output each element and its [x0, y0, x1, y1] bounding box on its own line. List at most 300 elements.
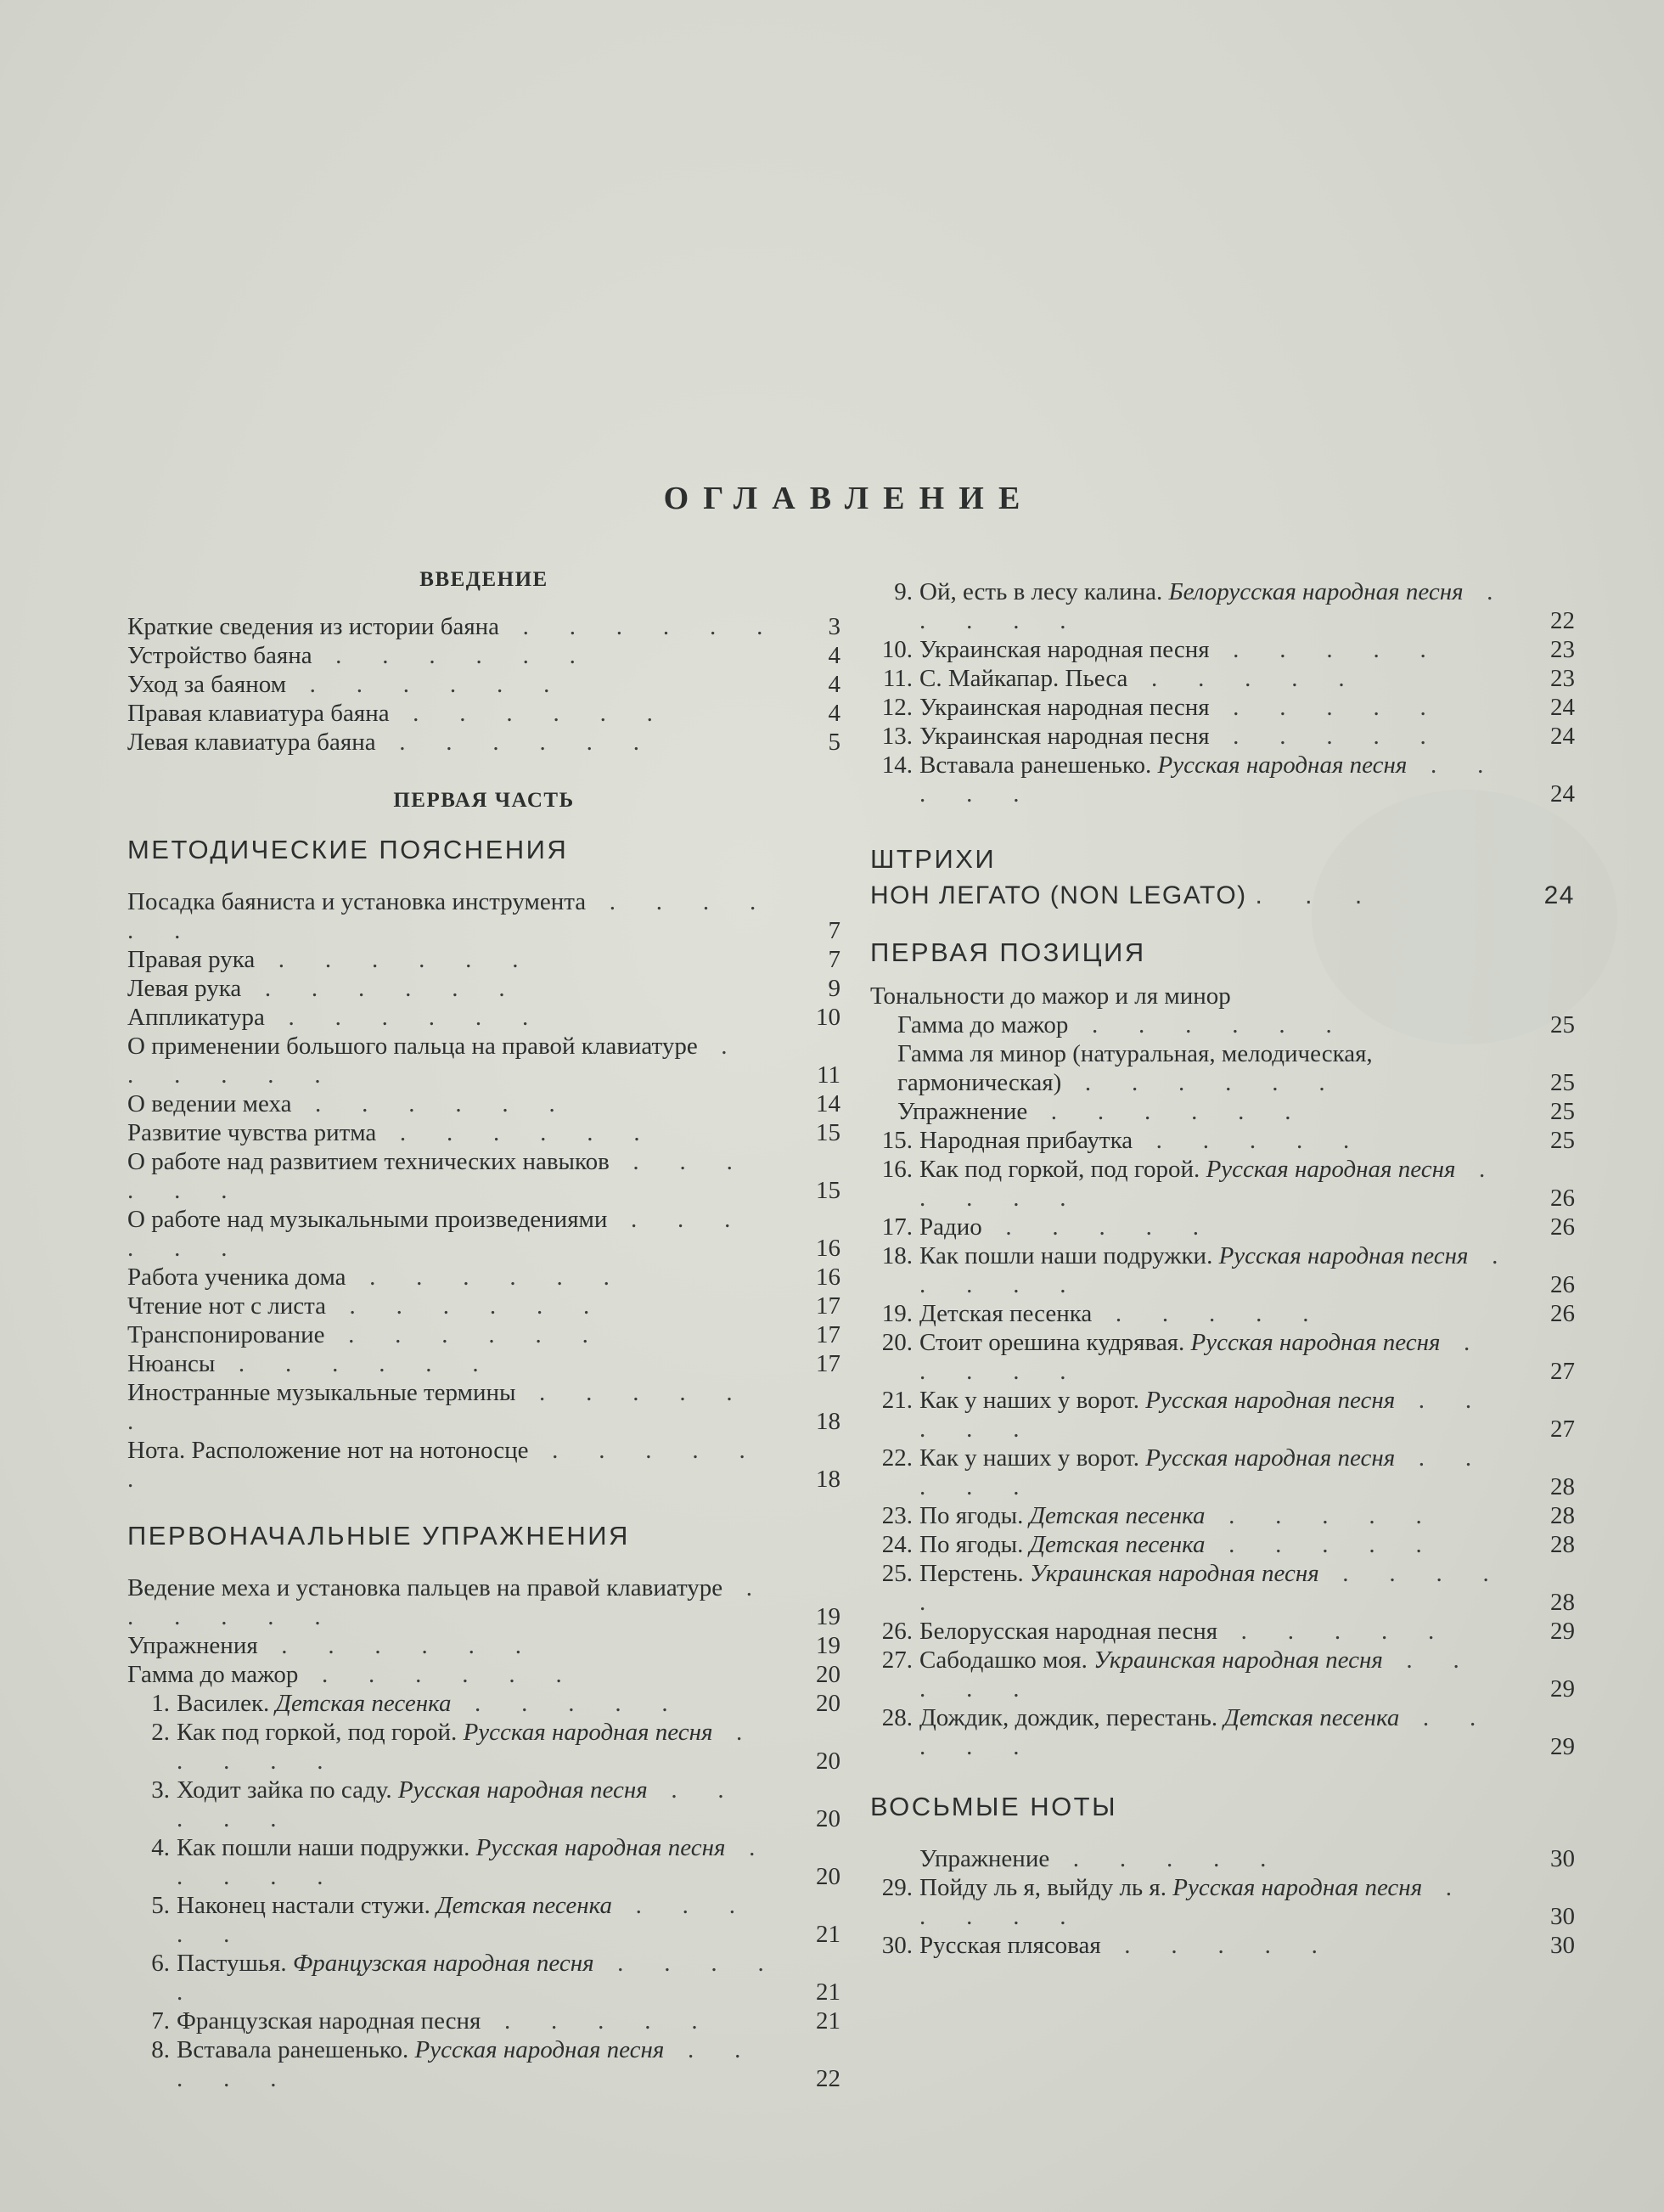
toc-entry: [127, 1320, 840, 1349]
song-genre: Украинская народная песня: [1029, 1560, 1319, 1587]
toc-entry: [127, 1003, 840, 1032]
leader-dots: . . . . .: [1205, 1502, 1440, 1529]
toc-song-entry: [127, 1689, 840, 1718]
toc-entry-text-wrap: [127, 1263, 781, 1292]
toc-entry-text: Тональности до мажор и ля минор: [870, 982, 1231, 1010]
song-title: Ой, есть в лесу калина.: [919, 578, 1163, 605]
toc-song-entry: [870, 1213, 1575, 1241]
song-genre: Русская народная песня: [414, 2036, 665, 2063]
toc-entry-page: 25: [1550, 1011, 1575, 1038]
toc-entry-text: О применении большого пальца на правой клавиатуре: [127, 1033, 698, 1060]
song-title: Украинская народная песня: [919, 636, 1210, 663]
toc-entry: [127, 1263, 840, 1292]
toc-entry-text-wrap: [127, 1349, 781, 1378]
toc-entry-text-wrap: [127, 670, 781, 699]
leader-dots: . . . . . .: [346, 1264, 627, 1291]
leader-dots: . . . . .: [919, 1156, 1503, 1212]
toc-entry: [870, 1039, 1575, 1097]
toc-entry-text-wrap: [870, 664, 1515, 693]
leader-dots: . . . . .: [177, 1834, 773, 1890]
song-title: Ходит зайка по саду.: [177, 1776, 392, 1804]
song-number: 6.: [151, 1950, 170, 1977]
leader-dots: . . . . . .: [1068, 1011, 1349, 1038]
toc-entry-page: 24: [1550, 694, 1575, 721]
toc-entry-page: 11: [817, 1061, 840, 1089]
toc-entry-page: 9: [828, 975, 840, 1002]
toc-entry-text-wrap: [127, 1292, 781, 1320]
toc-list-intro: [127, 612, 840, 757]
song-number: 20.: [881, 1329, 913, 1356]
toc-song-entry: [870, 635, 1575, 664]
toc-entry-text: Упражнение: [897, 1098, 1028, 1125]
song-genre: Детская песенка: [1029, 1531, 1206, 1558]
leader-dots: . . . . .: [1133, 1127, 1367, 1154]
leader-dots: . . . . . .: [127, 1033, 745, 1089]
toc-entry-text-wrap: [870, 1126, 1515, 1155]
toc-entry-text-wrap: [127, 1089, 781, 1118]
section-heading-methodology: МЕТОДИЧЕСКИЕ ПОЯСНЕНИЯ: [127, 835, 569, 864]
toc-entry-text-wrap: [870, 1097, 1515, 1126]
leader-dots: . . . . . .: [255, 946, 536, 973]
leader-dots: . . . . .: [919, 578, 1510, 634]
toc-entry-text: О работе над развитием технических навыков: [127, 1148, 610, 1175]
toc-entry-page: 20: [816, 1805, 840, 1832]
toc-entry-text-wrap: [870, 1386, 1515, 1444]
song-title: Вставала ранешенько.: [919, 751, 1152, 779]
toc-song-entry: [870, 664, 1575, 693]
leader-dots: . . . . .: [177, 1950, 781, 2006]
toc-entry-text-wrap: [127, 728, 781, 757]
toc-entry-page: 20: [816, 1690, 840, 1717]
leader-dots: . . . . . .: [127, 888, 773, 944]
song-number: 25.: [881, 1560, 913, 1587]
toc-entry-text-wrap: [127, 1660, 781, 1689]
song-title: Стоит орешина кудрявая.: [919, 1329, 1185, 1356]
song-title: Детская песенка: [919, 1300, 1093, 1327]
toc-song-entry: [870, 1844, 1575, 1873]
toc-entry: [127, 699, 840, 728]
song-number: 21.: [881, 1387, 913, 1414]
song-genre: Детская песенка: [1029, 1502, 1206, 1529]
toc-entry-page: 30: [1550, 1845, 1575, 1872]
toc-entry: [127, 670, 840, 699]
toc-entry-text-wrap: [127, 1949, 781, 2007]
toc-entry-text-wrap: [870, 1328, 1515, 1386]
leader-dots: . . . . .: [919, 1646, 1477, 1703]
toc-entry-text: О ведении меха: [127, 1090, 292, 1117]
toc-entry-text-wrap: [870, 1039, 1515, 1097]
song-genre: Русская народная песня: [1190, 1329, 1441, 1356]
song-genre: Русская народная песня: [1172, 1874, 1423, 1901]
leader-dots: . . . . .: [919, 751, 1501, 808]
leader-dots: . . . . .: [1127, 665, 1362, 692]
leader-dots: . . . . . .: [326, 1292, 607, 1320]
leader-dots: . . . . .: [919, 1560, 1507, 1616]
toc-entry-text-wrap: [870, 1931, 1515, 1960]
toc-entry-page: 16: [816, 1235, 840, 1262]
leader-dots: . . . . .: [1217, 1618, 1452, 1645]
toc-entry-text-wrap: [127, 699, 781, 728]
toc-entry: [127, 1089, 840, 1118]
toc-song-entry: [870, 1444, 1575, 1501]
song-title: Французская народная песня: [177, 2007, 481, 2035]
toc-entry-page: 14: [816, 1090, 840, 1117]
song-title: Народная прибаутка: [919, 1127, 1133, 1154]
toc-entry-page: 17: [816, 1292, 840, 1320]
toc-list-methodology: [127, 887, 840, 1494]
song-genre: Русская народная песня: [1145, 1444, 1396, 1472]
song-genre: Русская народная песня: [397, 1776, 648, 1804]
song-number: 29.: [881, 1874, 913, 1901]
toc-entry-text-wrap: [127, 1689, 781, 1718]
toc-entry-page: 29: [1550, 1733, 1575, 1760]
song-number: 1.: [151, 1690, 170, 1717]
toc-entry-page: 23: [1550, 636, 1575, 663]
toc-list-eighth-notes: [870, 1844, 1575, 1960]
leader-dots: . . . . .: [1209, 636, 1444, 663]
toc-list-songs-right-2: [870, 1126, 1575, 1761]
leader-dots: . . . . . .: [215, 1350, 496, 1377]
toc-entry-page: 30: [1550, 1932, 1575, 1959]
leader-dots: . . . . . .: [127, 1206, 748, 1262]
toc-entry-text-wrap: [127, 2035, 781, 2093]
leader-dots: . . . . . .: [312, 642, 593, 669]
toc-entry-text: Левая рука: [127, 975, 242, 1002]
song-number: 14.: [881, 751, 913, 779]
leader-dots: . . . . . .: [389, 700, 671, 727]
song-genre: Русская народная песня: [463, 1719, 713, 1746]
song-title: Украинская народная песня: [919, 723, 1210, 750]
song-number: 18.: [881, 1242, 913, 1269]
toc-entry-page: 24: [1550, 780, 1575, 808]
song-title: Радио: [919, 1213, 982, 1241]
leader-dots: . . . . . .: [499, 613, 780, 640]
toc-entry: [127, 1292, 840, 1320]
toc-entry-text: Левая клавиатура баяна: [127, 729, 376, 756]
toc-entry-text-wrap: [127, 1205, 781, 1263]
toc-entry-page: 29: [1550, 1618, 1575, 1645]
toc-song-entry: [870, 1931, 1575, 1960]
toc-entry-page: 4: [828, 700, 840, 727]
toc-entry-text-wrap: [870, 1213, 1515, 1241]
leader-dots: . . . . . .: [127, 1574, 770, 1630]
song-genre: Русская народная песня: [1206, 1156, 1456, 1183]
song-title: Вставала ранешенько.: [177, 2036, 409, 2063]
song-title: По ягоды.: [919, 1531, 1024, 1558]
song-genre: Русская народная песня: [1145, 1387, 1396, 1414]
toc-entry-page: 10: [816, 1004, 840, 1031]
song-title: Как пошли наши подружки.: [919, 1242, 1213, 1269]
song-genre: Русская народная песня: [1157, 751, 1408, 779]
toc-entry-text-wrap: [127, 974, 781, 1003]
leader-dots: . . . . . .: [298, 1661, 579, 1688]
toc-entry-page: 26: [1550, 1213, 1575, 1241]
toc-entry-page: 24: [1543, 881, 1575, 909]
toc-entry-page: 17: [816, 1321, 840, 1348]
leader-dots: . . . . . .: [241, 975, 522, 1002]
toc-list-exercises: [127, 1573, 840, 1689]
toc-entry-text: Правая клавиатура баяна: [127, 700, 390, 727]
toc-song-entry: [870, 693, 1575, 722]
toc-entry-text-wrap: [127, 641, 781, 670]
song-title: Дождик, дождик, перестань.: [919, 1704, 1218, 1731]
leader-dots: . . . . . .: [1027, 1098, 1308, 1125]
toc-song-entry: [870, 1559, 1575, 1617]
toc-entry-text: О работе над музыкальными произведениями: [127, 1206, 608, 1233]
toc-song-entry: [870, 1873, 1575, 1931]
toc-song-entry: [127, 1776, 840, 1833]
toc-entry-text-wrap: [127, 612, 781, 641]
song-number: 16.: [881, 1156, 913, 1183]
leader-dots: . . . . . .: [257, 1632, 539, 1659]
toc-entry-text-wrap: [870, 751, 1515, 808]
toc-song-entry: [870, 1703, 1575, 1761]
song-genre: Русская народная песня: [1218, 1242, 1469, 1269]
toc-entry-text-wrap: [127, 2007, 781, 2035]
toc-entry-page: 19: [816, 1603, 840, 1630]
leader-dots: . . . . .: [177, 2036, 758, 2092]
toc-entry-page: 23: [1550, 665, 1575, 692]
song-title: Украинская народная песня: [919, 694, 1210, 721]
leader-dots: . . . . .: [1049, 1845, 1284, 1872]
toc-song-entry: [870, 722, 1575, 751]
toc-entry-page: 27: [1550, 1416, 1575, 1443]
toc-entry-tonality: [870, 982, 1575, 1010]
leader-dots: . . . . . .: [291, 1090, 573, 1117]
toc-entry-page: 15: [816, 1119, 840, 1146]
toc-entry-text-wrap: [870, 1444, 1515, 1501]
toc-entry-text: Посадка баяниста и установка инструмента: [127, 888, 587, 915]
song-number: 10.: [881, 636, 913, 663]
song-number: 23.: [881, 1502, 913, 1529]
toc-entry-text-wrap: [127, 1631, 781, 1660]
toc-song-entry: [127, 1949, 840, 2007]
song-title: Пойду ль я, выйду ль я.: [919, 1874, 1166, 1901]
toc-entry-text-wrap: [127, 1718, 781, 1776]
leader-dots: . . . . . .: [286, 671, 567, 698]
toc-entry-text: Аппликатура: [127, 1004, 265, 1031]
song-number: 8.: [151, 2036, 170, 2063]
song-genre: Детская песенка: [1223, 1704, 1400, 1731]
toc-entry-page: 20: [816, 1748, 840, 1775]
section-heading-strokes: ШТРИХИ: [870, 844, 997, 874]
toc-entry-page: 28: [1550, 1589, 1575, 1616]
toc-entry-text-wrap: [870, 722, 1515, 751]
toc-entry: [127, 1378, 840, 1436]
leader-dots: . . . . . .: [127, 1379, 750, 1435]
toc-song-entry: [870, 1646, 1575, 1703]
song-title: По ягоды.: [919, 1502, 1024, 1529]
song-genre: Детская песенка: [275, 1690, 452, 1717]
toc-entry-text-wrap: [870, 1155, 1515, 1213]
toc-entry-text: Работа ученика дома: [127, 1264, 346, 1291]
toc-entry-page: 16: [816, 1264, 840, 1291]
toc-entry-text-wrap: [127, 1891, 781, 1949]
toc-entry-text-wrap: [870, 1844, 1515, 1873]
toc-entry-page: 21: [816, 1978, 840, 2006]
toc-entry-text: Нота. Расположение нот на нотоносце: [127, 1437, 529, 1464]
leader-dots: . . . . .: [177, 1776, 741, 1832]
leader-dots: . . . . . .: [127, 1437, 763, 1493]
leader-dots: . . . . .: [481, 2007, 715, 2035]
toc-entry-page: 30: [1550, 1903, 1575, 1930]
toc-entry-text-wrap: [870, 1010, 1515, 1039]
leader-dots: . . . . .: [919, 1242, 1515, 1298]
leader-dots: . . . . . .: [1061, 1069, 1342, 1096]
leader-dots: . . . . .: [1092, 1300, 1326, 1327]
toc-entry: [127, 728, 840, 757]
toc-entry-page: 15: [816, 1177, 840, 1204]
toc-song-entry: [870, 751, 1575, 808]
toc-song-entry: [870, 1241, 1575, 1299]
leader-dots: . . . . .: [919, 1704, 1493, 1760]
song-number: 12.: [881, 694, 913, 721]
toc-entry-page: 28: [1550, 1502, 1575, 1529]
toc-entry-text-wrap: [870, 693, 1515, 722]
toc-entry: [127, 1147, 840, 1205]
toc-entry-text: Ведение меха и установка пальцев на правой клавиатуре: [127, 1574, 723, 1601]
song-genre: Украинская народная песня: [1093, 1646, 1383, 1674]
page-title: ОГЛАВЛЕНИЕ: [663, 481, 1035, 516]
toc-entry: [127, 1032, 840, 1089]
song-title: Упражнение: [919, 1845, 1050, 1872]
toc-song-entry: [127, 2007, 840, 2035]
toc-entry-text: НОН ЛЕГАТО (NON LEGATO): [870, 881, 1247, 909]
song-title: С. Майкапар. Пьеса: [919, 665, 1128, 692]
toc-entry: [127, 945, 840, 974]
section-heading-part-one: ПЕРВАЯ ЧАСТЬ: [393, 789, 575, 812]
toc-right-column: [870, 577, 1575, 1960]
toc-song-entry: [870, 1617, 1575, 1646]
song-genre: Детская песенка: [436, 1892, 613, 1919]
toc-entry-page: 4: [828, 671, 840, 698]
toc-song-entry: [870, 1501, 1575, 1530]
toc-left-column: [127, 565, 840, 2093]
song-title: Пастушья.: [177, 1950, 287, 1977]
song-number: 26.: [881, 1618, 913, 1645]
section-heading-eighth-notes: ВОСЬМЫЕ НОТЫ: [870, 1792, 1118, 1821]
toc-song-entry: [870, 1126, 1575, 1155]
leader-dots: . . . . . .: [375, 729, 657, 756]
song-number: 11.: [882, 665, 913, 692]
toc-entry-text-wrap: [127, 1032, 781, 1089]
toc-entry-text: Гамма до мажор: [897, 1011, 1069, 1038]
toc-list-tonality: [870, 1010, 1575, 1126]
toc-entry-text: Устройство баяна: [127, 642, 312, 669]
song-title: Сабодашко моя.: [919, 1646, 1088, 1674]
toc-entry: [127, 641, 840, 670]
leader-dots: . . . . .: [1205, 1531, 1440, 1558]
toc-song-entry: [127, 1833, 840, 1891]
toc-entry-page: 22: [1550, 607, 1575, 634]
toc-list-songs-left: [127, 1689, 840, 2093]
toc-entry: [127, 1118, 840, 1147]
toc-entry-text-wrap: [127, 1436, 781, 1494]
toc-entry-page: 28: [1550, 1473, 1575, 1500]
toc-entry-text-wrap: [870, 1530, 1515, 1559]
toc-entry-text: Чтение нот с листа: [127, 1292, 326, 1320]
toc-entry: [870, 1010, 1575, 1039]
toc-entry-page: 29: [1550, 1675, 1575, 1703]
song-title: Русская плясовая: [919, 1932, 1101, 1959]
toc-entry-page: 18: [816, 1408, 840, 1435]
toc-entry: [127, 1660, 840, 1689]
toc-entry-text-wrap: [127, 1378, 781, 1436]
song-number: 24.: [881, 1531, 913, 1558]
toc-entry-text: Нюансы: [127, 1350, 216, 1377]
toc-entry-text: Транспонирование: [127, 1321, 325, 1348]
song-number: 17.: [881, 1213, 913, 1241]
toc-song-entry: [870, 1386, 1575, 1444]
toc-entry-text-wrap: [127, 1320, 781, 1349]
toc-entry-page: 7: [828, 917, 840, 944]
toc-entry-page: 17: [816, 1350, 840, 1377]
toc-entry-page: 21: [816, 1921, 840, 1948]
toc-entry-text: Развитие чувства ритма: [127, 1119, 377, 1146]
toc-song-entry: [127, 1718, 840, 1776]
toc-entry: [127, 1436, 840, 1494]
song-number: 27.: [881, 1646, 913, 1674]
song-title: Как пошли наши подружки.: [177, 1834, 470, 1861]
toc-entry-text-wrap: [870, 1646, 1515, 1703]
song-number: 13.: [881, 723, 913, 750]
toc-entry-text: Краткие сведения из истории баяна: [127, 613, 500, 640]
toc-song-entry: [870, 1530, 1575, 1559]
leader-dots: . . . . .: [177, 1719, 760, 1775]
toc-entry-text-wrap: [870, 1501, 1515, 1530]
leader-dots: . . . . .: [919, 1387, 1489, 1443]
song-number: 19.: [881, 1300, 913, 1327]
song-title: Как у наших у ворот.: [919, 1387, 1140, 1414]
toc-entry-page: 26: [1550, 1185, 1575, 1212]
toc-entry-text-wrap: [870, 1873, 1515, 1931]
toc-entry: [127, 974, 840, 1003]
song-number: 7.: [151, 2007, 170, 2035]
toc-entry-text: Правая рука: [127, 946, 256, 973]
leader-dots: . . . . .: [919, 1329, 1487, 1385]
song-number: 5.: [151, 1892, 170, 1919]
toc-entry-page: 20: [816, 1661, 840, 1688]
toc-entry-page: 22: [816, 2065, 840, 2092]
leader-dots: . . . . .: [1209, 723, 1444, 750]
toc-entry-text-wrap: [127, 1147, 781, 1205]
toc-entry: [127, 1631, 840, 1660]
leader-dots: . . . . .: [919, 1444, 1489, 1500]
toc-entry-text-wrap: [127, 887, 781, 945]
toc-entry-page: 25: [1550, 1098, 1575, 1125]
toc-entry-page: 26: [1550, 1271, 1575, 1298]
song-title: Наконец настали стужи.: [177, 1892, 430, 1919]
section-heading-first-position: ПЕРВАЯ ПОЗИЦИЯ: [870, 937, 1146, 967]
toc-entry-text-wrap: [127, 1118, 781, 1147]
toc-entry-non-legato: НОН ЛЕГАТО (NON LEGATO) . . . 24: [870, 881, 1575, 909]
song-number: 9.: [894, 578, 913, 605]
toc-entry-text-wrap: [127, 945, 781, 974]
toc-entry-text-wrap: [870, 635, 1515, 664]
leader-dots: . . . . .: [981, 1213, 1217, 1241]
toc-entry-text-wrap: [870, 1617, 1515, 1646]
song-genre: Белорусская народная песня: [1168, 578, 1464, 605]
leader-dots: . . . . .: [1100, 1932, 1335, 1959]
toc-entry-page: 27: [1550, 1358, 1575, 1385]
song-genre: Русская народная песня: [475, 1834, 726, 1861]
toc-entry-text-wrap: [870, 1703, 1515, 1761]
toc-entry: [127, 1573, 840, 1631]
toc-entry-page: 25: [1550, 1069, 1575, 1096]
leader-dots: . . . . .: [1209, 694, 1444, 721]
toc-entry-page: 19: [816, 1632, 840, 1659]
toc-song-entry: [127, 2035, 840, 2093]
